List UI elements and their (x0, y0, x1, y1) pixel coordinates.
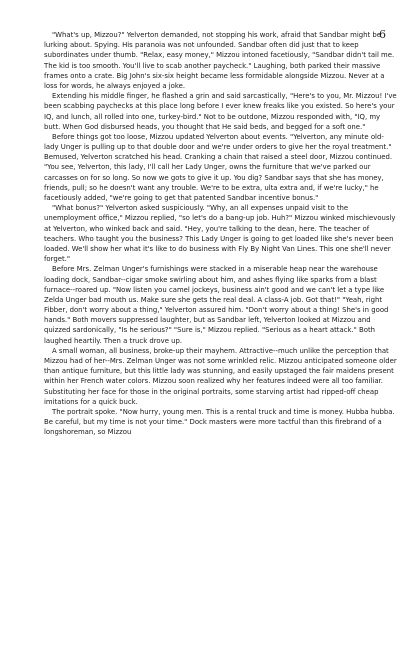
page-number: 6 (379, 28, 386, 41)
body-text (44, 30, 398, 438)
paragraph: "What bonus?" Yelverton asked suspiciously. "Why, an all expenses unpaid visit to the unemployment office," Mizzou replied, "so let's do a bang-up job. Huh?" Mizzou winked mischievously at Yelverton, who winked back and said. "Hey, you're talking to the dean, here. The teacher of teachers. Who taught you the business? This Lady Unger is going to get loaded like she's never been loaded. We'll show her what it's like to do business with Fly By Night Van Lines. This one she'll never forget." (44, 204, 396, 264)
paragraph: The portrait spoke. "Now hurry, young men. This is a rental truck and time is money. Hubba hubba. Be careful, but my time is not your time." Dock masters were more tactful than this firebrand of a longshoreman, so Mizzou (44, 407, 395, 437)
paragraph: Before things got too loose, Mizzou updated Yelverton about events. "Yelverton, any minute old-lady Unger is pulling up to that double door and we're under orders to give her the royal treatment." Bemused, Yelverton scratched his head. Cranking a chain that raised a steel door, Mizzou continued. "You see, Yelverton, this lady, I'll call her Lady Unger, owns the furniture that we've parked our carcasses on for so long. So now we gots to give it up. You dig? Sandbar says that she has money, friends, pull; so he doesn't want any trouble. We're to be extra, ulta extra and, if we're lucky," he facetiously added, "we're going to get that patented Sandbar incentive bonus." (44, 132, 393, 202)
paragraph: A small woman, all business, broke-up their mayhem. Attractive--much unlike the perception that Mizzou had of her--Mrs. Zelman Unger was not some wrinkled relic. Mizzou anticipated someone older than antique furniture, but this little lady was stunning, and easily upstaged the fair maidens present within her French water colors. Mizzou soon realized why her features indeed were all too familiar. Substituting her face for those in the original portraits, some starving artist had ripped-off cheap imitations for a quick buck. (44, 346, 397, 406)
paragraph: "What's up, Mizzou?" Yelverton demanded, not stopping his work, afraid that Sandbar might be lurking about. Spying. His paranoia was not unfounded. Sandbar often did just that to keep subordinates under thumb. "Relax, easy money," Mizzou intoned facetiously, "Sandbar didn't tail me. The kid is too smooth. You'll live to scab another paycheck." Laughing, both parked their massive frames onto a crate. Big John's six-six height became less formidable alongside Mizzou. Never at a loss for words, he always enjoyed a joke. (44, 31, 395, 90)
paragraph: Extending his middle finger, he flashed a grin and said sarcastically, "Here's to you, Mr. Mizzou! I've been scabbing paychecks at this place long before I ever knew freaks like you existed. So here's your IQ, and lunch, all rolled into one, turkey-bird." Not to be outdone, Mizzou responded with, "IQ, my butt. When God disbursed heads, you thought that He said beds, and begged for a soft one." (44, 92, 397, 131)
paragraph: Before Mrs. Zelman Unger's furnishings were stacked in a miserable heap near the warehouse loading dock, Sandbar--cigar smoke swirling about him, and ashes flying like sparks from a blast furnace--roared up. "Now listen you camel jockeys, business ain't good and we can't let a type like Zelda Unger bad mouth us. Make sure she gets the real deal. A class-A job. Got that!" "Yeah, right Fibber, don't worry about a thing," Yelverton assured him. "Don't worry about a thing! She's in good hands." Both movers suppressed laughter, but as Sandbar left, Yelverton looked at Mizzou and quizzed sardonically, "Is he serious?" "Sure is," Mizzou replied. "Serious as a heart attack." Both laughed heartily. Then a truck drove up. (44, 265, 389, 345)
